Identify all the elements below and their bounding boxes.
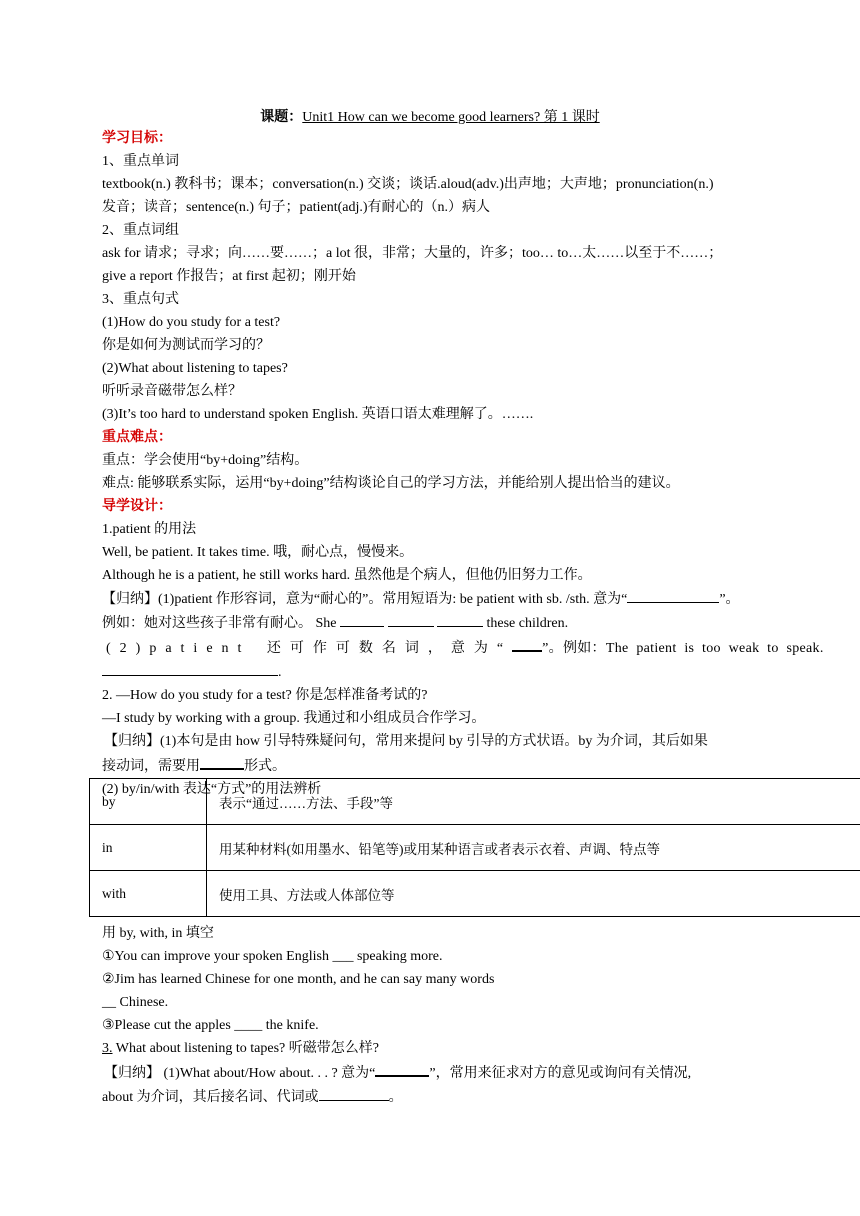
table-cell-word: with [90,871,207,917]
section-2-note-1-line-2 [102,753,758,778]
answer-blank[interactable] [627,587,719,603]
section-3-title-text: What about listening to tapes? 听磁带怎么样? [112,1041,379,1056]
vocab-line-1: textbook(n.) 教科书；课本；conversation(n.) 交谈；谈话.aloud(adv.)出声地；大声地；pronunciation(n.) [102,177,714,192]
objectives-heading: 学习目标： [102,131,172,146]
exercise-q2-line-1: ②Jim has learned Chinese for one month, and he can say many words [102,972,495,987]
example-3-text-b: these children. [486,616,569,631]
exercise-q1: ①You can improve your spoken English ___ speaking more. [102,949,443,964]
end-period: . [278,665,282,680]
exercise-q2-line-2: __ Chinese. [102,995,169,1010]
pattern-2-cn: 听听录音磁带怎么样？ [102,384,242,399]
note-1-text-a: 【归纳】(1)patient 作形容词，意为“耐心的”。常用短语为: be patient with sb. /sth [102,592,587,607]
pattern-2-en: (2)What about listening to tapes? [102,361,288,376]
section-3-note-line-2-a: about 为介词，其后接名词、代词或 [102,1090,319,1105]
answer-blank[interactable] [375,1060,429,1077]
exercise-section [102,922,758,1109]
table-row [90,825,860,871]
exercise-instruction: 用 by, with, in 填空 [102,926,214,941]
section-1-title: 1.patient 的用法 [102,522,197,537]
phrase-line-1: ask for 请求；寻求；向……要……；a lot 很，非常；大量的，许多；too… to…太……以至于不……； [102,246,723,261]
answer-blank[interactable] [200,753,244,770]
section-1-example-3 [102,611,758,635]
note-2-text-a: (2)patient 还可作可数名词，意为“ [106,641,513,656]
page-title [0,106,860,126]
note-text-a: 接动词，需要用 [102,759,200,774]
section-1-note-2 [102,635,824,660]
usage-table [89,778,860,917]
table-row [90,779,860,825]
answer-blank[interactable] [102,660,278,676]
section-3-note [102,1060,758,1085]
exercise-q3: ③Please cut the apples ____ the knife. [102,1018,319,1033]
section-1-note-1 [102,587,758,611]
title-text: Unit1 How can we become good learners? 第 1 课时 [302,110,600,125]
section-2-note-2: (2) by/in/with 表达“方式”的用法辨析 [102,782,322,797]
section-2-note-1-line-1: 【归纳】(1)本句是由 how 引导特殊疑问句，常用来提问 by 引导的方式状语。by 为介词，其后如果 [104,734,708,749]
vocab-heading: 1、重点单词 [102,154,179,169]
answer-blank[interactable] [319,1085,389,1101]
design-heading: 导学设计： [102,499,172,514]
table-cell-word: in [90,825,207,871]
vocab-line-2: 发音；读音；sentence(n.) 句子；patient(adj.)有耐心的（n.）病人 [102,200,491,215]
section-3-title [102,1037,758,1060]
phrase-line-2: give a report 作报告；at first 起初；刚开始 [102,269,356,284]
pattern-3: (3)It’s too hard to understand spoken English. 英语口语太难理解了。……. [102,407,534,422]
section-1-example-2: Although he is a patient, he still works hard. 虽然他是个病人，但他仍旧努力工作。 [102,568,592,583]
phrase-heading: 2、重点词组 [102,223,179,238]
table-cell-meaning: 用某种材料(如用墨水、铅笔等)或用某种语言或者表示衣着、声调、特点等 [207,825,860,871]
section-3-note-line-2-b: 。 [388,1090,403,1105]
table-cell-meaning: 使用工具、方法或人体部位等 [207,871,860,917]
key-point: 重点：学会使用“by+doing”结构。 [102,453,309,468]
note-1-text-c: ”。 [719,592,740,607]
example-3-text-a: 例如：她对这些孩子非常有耐心。 She [102,616,337,631]
answer-blank[interactable] [437,611,483,627]
title-label: 课题： [260,110,303,125]
note-text-b: 形式。 [244,759,286,774]
pattern-1-cn: 你是如何为测试而学习的？ [102,338,270,353]
difficulties-heading: 重点难点： [102,430,172,445]
difficult-point: 难点: 能够联系实际，运用“by+doing”结构谈论自己的学习方法，并能给别人提出恰当的建议。 [102,476,680,491]
answer-blank[interactable] [512,635,542,652]
section-2-answer: —I study by working with a group. 我通过和小组成员合作学习。 [102,711,486,726]
section-2-question: 2. —How do you study for a test? 你是怎样准备考试的? [102,688,428,703]
pattern-1-en: (1)How do you study for a test? [102,315,281,330]
pattern-heading: 3、重点句式 [102,292,179,307]
section-3-number: 3. [102,1041,113,1056]
table-cell-meaning: 表示“通过……方法、手段”等 [207,779,860,825]
section-3-note-a: 【归纳】 (1)What about/How about. . . ? 意为“ [104,1066,376,1081]
answer-blank[interactable] [388,611,434,627]
note-1-text-b: . 意为“ [586,592,628,607]
note-2-text-b: ”。例如：The patient is too weak to speak. [542,641,824,656]
main-content [102,127,824,801]
section-3-note-line-2 [102,1085,758,1109]
section-1-end [102,660,758,684]
table-cell-word: by [90,779,207,825]
answer-blank[interactable] [340,611,384,627]
section-1-example-1: Well, be patient. It takes time. 哦，耐心点，慢慢来。 [102,545,414,560]
section-3-note-b: ”，常用来征求对方的意见或询问有关情况, [429,1066,692,1081]
table-row [90,871,860,917]
